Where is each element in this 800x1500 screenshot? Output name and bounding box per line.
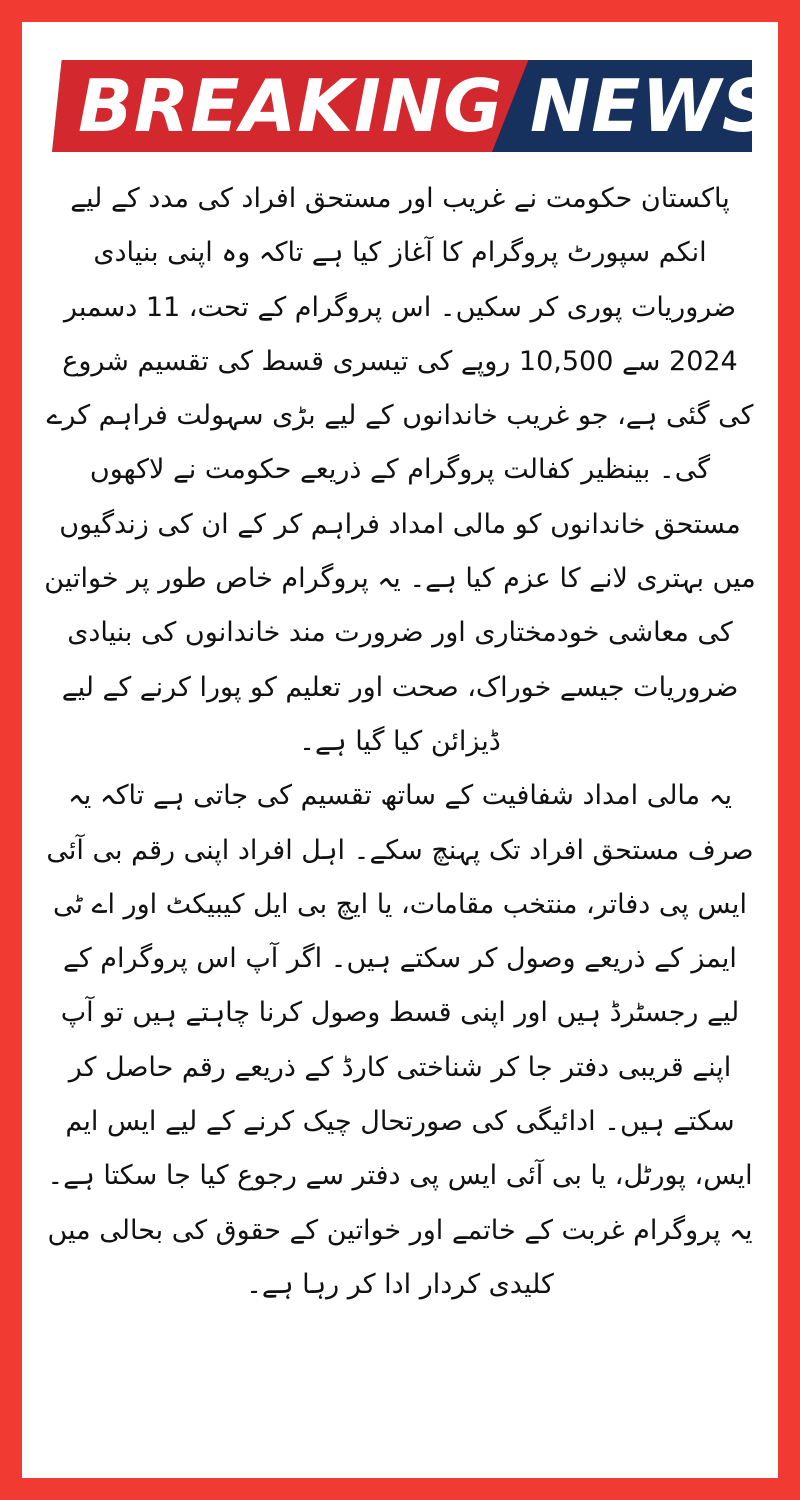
breaking-news-banner: [52, 60, 775, 152]
article-body: [44, 172, 756, 1312]
banner-word-news: NEWS: [530, 64, 775, 148]
banner-word-breaking: BREAKING: [78, 64, 504, 148]
article-paragraph-2: یہ مالی امداد شفافیت کے ساتھ تقسیم کی جاتی ہے تاکہ یہ صرف مستحق افراد تک پہنچ سکے۔ اہل افراد اپنی رقم بی آئی ایس پی دفاتر، منتخب مقامات، یا ایچ بی ایل کیبیکٹ اور اے ٹی ایمز کے ذریعے وصول کر سکتے ہیں۔ اگر آپ اس پروگرام کے لیے رجسٹرڈ ہیں اور اپنی قسط وصول کرنا چاہتے ہیں تو آپ اپنے قریبی دفتر جا کر شناختی کارڈ کے ذریعے رقم حاصل کر سکتے ہیں۔ ادائیگی کی صورتحال چیک کرنے کے لیے ایس ایم ایس، پورٹل، یا بی آئی ایس پی دفتر سے رجوع کیا جا سکتا ہے۔ یہ پروگرام غربت کے خاتمے اور خواتین کے حقوق کی بحالی میں کلیدی کردار ادا کر رہا ہے۔: [46, 780, 754, 1300]
article-paragraph-1: پاکستان حکومت نے غریب اور مستحق افراد کی مدد کے لیے انکم سپورٹ پروگرام کا آغاز کیا ہے تاکہ وہ اپنی بنیادی ضروریات پوری کر سکیں۔ اس پروگرام کے تحت، 11 دسمبر 2024 سے 10,500 روپے کی تیسری قسط کی تقسیم شروع کی گئی ہے، جو غریب خاندانوں کے لیے بڑی سہولت فراہم کرے گی۔ بینظیر کفالت پروگرام کے ذریعے حکومت نے لاکھوں مستحق خاندانوں کو مالی امداد فراہم کر کے ان کی زندگیوں میں بہتری لانے کا عزم کیا ہے۔ یہ پروگرام خاص طور پر خواتین کی معاشی خودمختاری اور ضرورت مند خاندانوں کی بنیادی ضروریات جیسے خوراک، صحت اور تعلیم کو پورا کرنے کے لیے ڈیزائن کیا گیا ہے۔: [44, 183, 756, 757]
